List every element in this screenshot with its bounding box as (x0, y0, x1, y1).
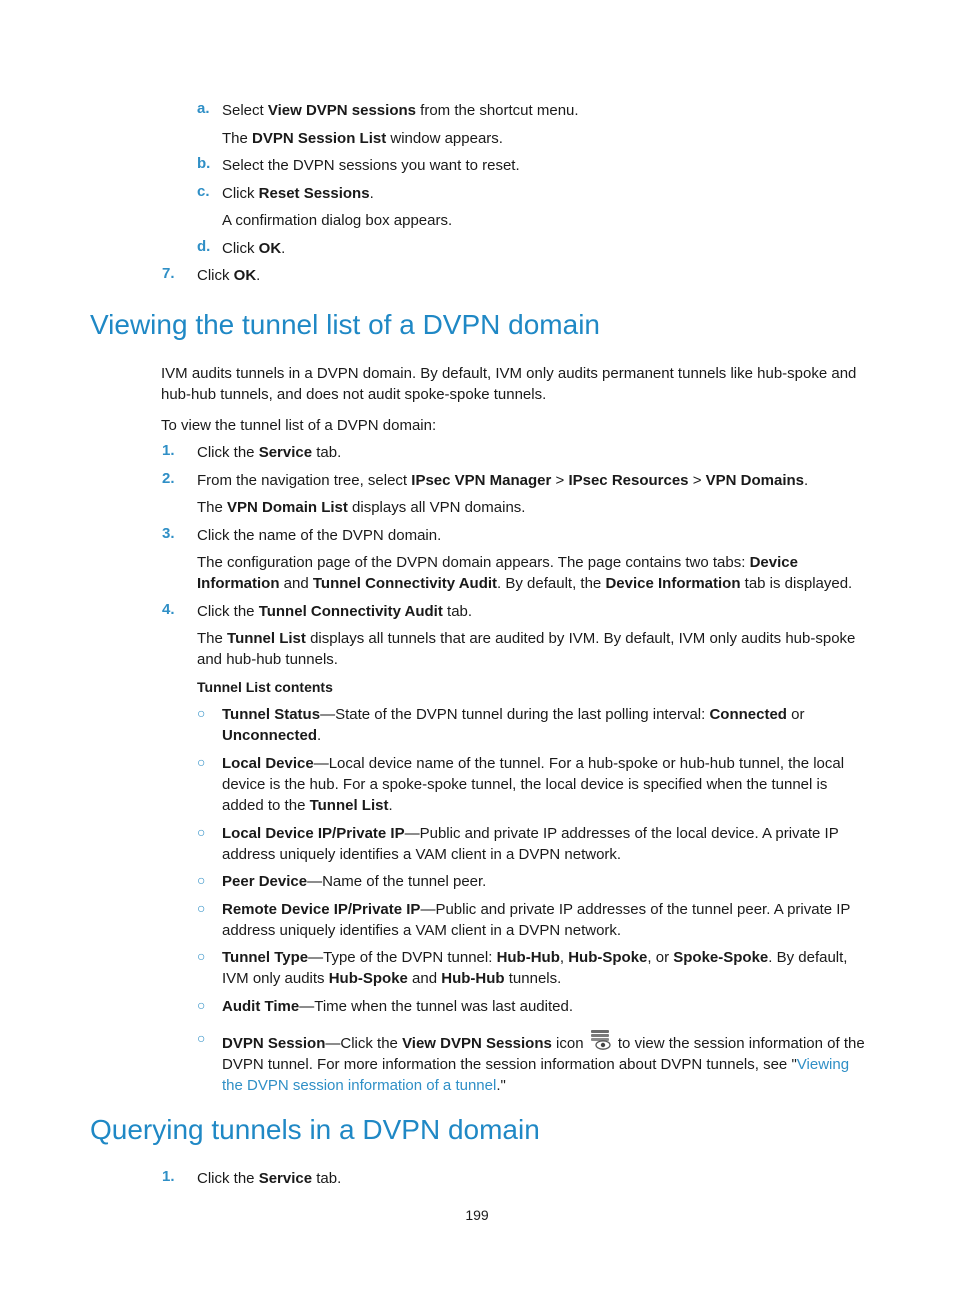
s1-step-1-text: Click the Service tab. (197, 444, 342, 461)
step-a-note: The DVPN Session List window appears. (222, 130, 503, 147)
page-number: 199 (465, 1207, 489, 1223)
bullet-marker: ○ (197, 900, 206, 916)
s1-step-3-note: The configuration page of the DVPN domain appears. The page contains two tabs: Device Information and Tunnel Connectivity Audit. By default, the Device Information tab is displayed. (197, 554, 853, 592)
bullet-marker: ○ (197, 872, 206, 888)
step-label-d: d. (197, 238, 211, 255)
section-heading-viewing-tunnel-list: Viewing the tunnel list of a DVPN domain (90, 309, 600, 340)
view-dvpn-sessions-icon (590, 1029, 612, 1051)
bullet-marker: ○ (197, 705, 206, 721)
item-remote-device-ip: Remote Device IP/Private IP—Public and private IP addresses of the tunnel peer. A private IP address uniquely identifies a VAM client in a DVPN network. (222, 901, 851, 939)
s1-step-label-3: 3. (162, 525, 175, 542)
bullet-marker: ○ (197, 1030, 206, 1046)
item-local-device-ip: Local Device IP/Private IP—Public and private IP addresses of the local device. A private IP address uniquely identifies a VAM client in a DVPN network. (222, 825, 839, 863)
step-c-text: Click Reset Sessions. (222, 185, 374, 202)
s1-step-2-text: From the navigation tree, select IPsec VPN Manager > IPsec Resources > VPN Domains. (197, 472, 809, 489)
s1-step-2-note: The VPN Domain List displays all VPN domains. (197, 499, 526, 516)
step-a-text: Select View DVPN sessions from the shortcut menu. (222, 102, 579, 119)
tunnel-list-contents-title: Tunnel List contents (197, 679, 333, 695)
s1-step-4-text: Click the Tunnel Connectivity Audit tab. (197, 603, 473, 620)
item-peer-device: Peer Device—Name of the tunnel peer. (222, 873, 487, 890)
s1-step-4-note: The Tunnel List displays all tunnels that are audited by IVM. By default, IVM only audits hub-spoke and hub-hub tunnels. (197, 630, 856, 668)
step-label-7: 7. (162, 265, 175, 282)
item-audit-time: Audit Time—Time when the tunnel was last audited. (222, 998, 573, 1015)
bullet-marker: ○ (197, 824, 206, 840)
s2-step-1-text: Click the Service tab. (197, 1170, 342, 1187)
section1-intro: IVM audits tunnels in a DVPN domain. By default, IVM only audits permanent tunnels like hub-spoke and hub-hub tunnels, and does not audit spoke-spoke tunnels. (161, 365, 857, 403)
item-dvpn-session: DVPN Session—Click the View DVPN Sessions icon to view the session information of the DVPN tunnel. For more information the session information about DVPN tunnels, see "Viewing the DVPN session information of a tunnel." (222, 1029, 867, 1096)
step-label-c: c. (197, 183, 210, 200)
step-label-b: b. (197, 155, 211, 172)
item-tunnel-type: Tunnel Type—Type of the DVPN tunnel: Hub-Hub, Hub-Spoke, or Spoke-Spoke. By default, IVM only audits Hub-Spoke and Hub-Hub tunnels. (222, 949, 848, 987)
s1-step-label-2: 2. (162, 470, 175, 487)
item-tunnel-status: Tunnel Status—State of the DVPN tunnel during the last polling interval: Connected or Unconnected. (222, 706, 805, 744)
bullet-marker: ○ (197, 754, 206, 770)
section-heading-querying-tunnels: Querying tunnels in a DVPN domain (90, 1114, 540, 1145)
bullet-marker: ○ (197, 948, 206, 964)
item-local-device: Local Device—Local device name of the tunnel. For a hub-spoke or hub-hub tunnel, the local device is the hub. For a spoke-spoke tunnel, the local device is specified when the tunnel is added to the Tunnel List. (222, 755, 845, 814)
step-d-text: Click OK. (222, 240, 286, 257)
step-c-note: A confirmation dialog box appears. (222, 212, 453, 229)
link-viewing-dvpn-session-info[interactable]: Viewing the DVPN session information of a tunnel (222, 1056, 850, 1094)
s2-step-label-1: 1. (162, 1168, 175, 1185)
section1-todo: To view the tunnel list of a DVPN domain: (161, 417, 437, 434)
step-b-text: Select the DVPN sessions you want to reset. (222, 157, 520, 174)
s1-step-label-1: 1. (162, 442, 175, 459)
s1-step-label-4: 4. (162, 601, 175, 618)
step-label-a: a. (197, 100, 210, 117)
bullet-marker: ○ (197, 997, 206, 1013)
step-7-text: Click OK. (197, 267, 261, 284)
s1-step-3-text: Click the name of the DVPN domain. (197, 527, 442, 544)
